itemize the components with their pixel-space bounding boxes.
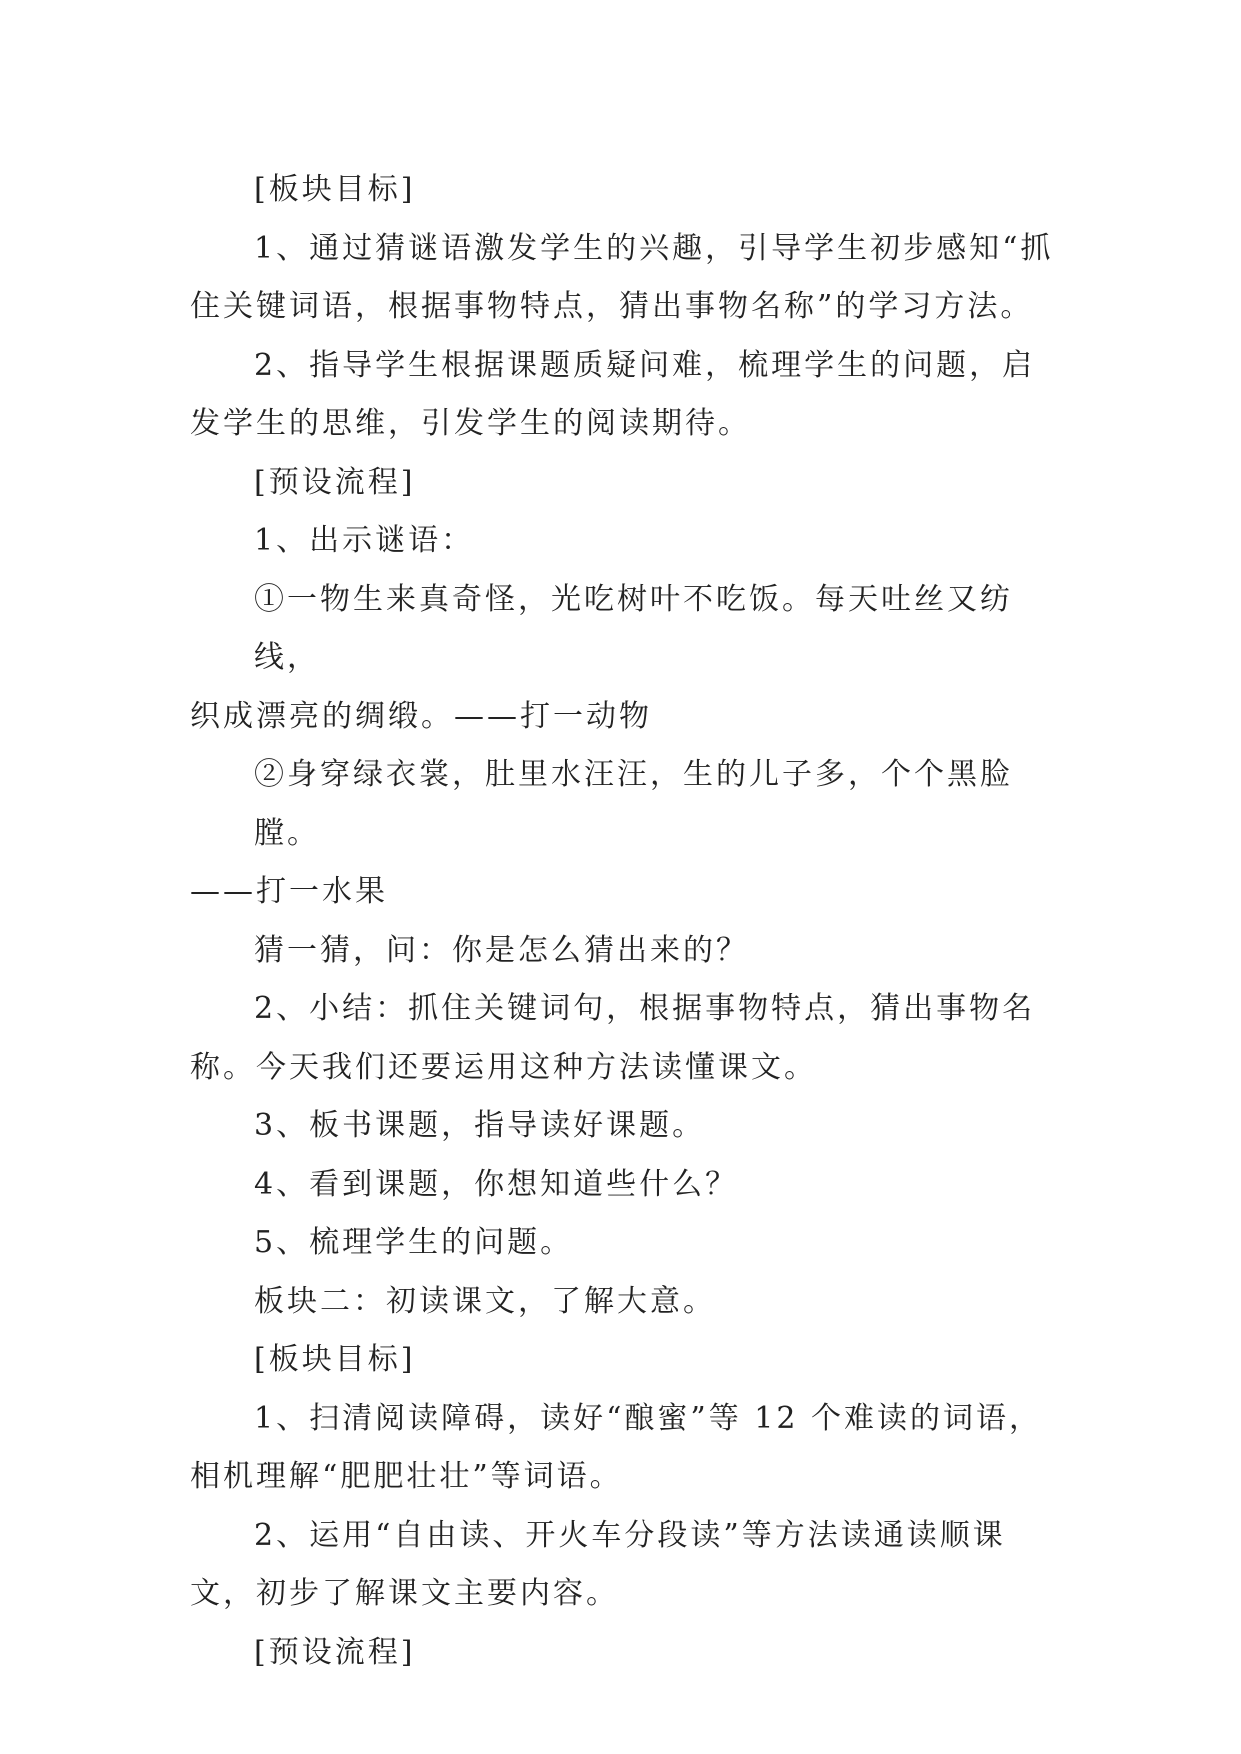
text-line: 4、看到课题，你想知道些什么？ [254, 1166, 739, 1202]
section-heading [190, 161, 1070, 220]
text-line: ①一物生来真奇怪，光吃树叶不吃饭。每天吐丝又纺线， [254, 581, 1013, 675]
text-line: 5、梳理学生的问题。 [254, 1225, 574, 1260]
text-line: 住关键词语，根据事物特点，猜出事物名称”的学习方法。 [190, 289, 1034, 324]
paragraph [190, 980, 1070, 1097]
text-line: 相机理解“肥肥壮壮”等词语。 [190, 1459, 623, 1494]
text-line: 1、出示谜语： [254, 523, 475, 558]
paragraph [190, 337, 1070, 454]
paragraph [190, 512, 1070, 571]
text-line: [预设流程] [254, 1634, 416, 1670]
text-line: 2、指导学生根据课题质疑问难，梳理学生的问题，启 [254, 347, 1036, 383]
text-line: 2、小结：抓住关键词句，根据事物特点，猜出事物名 [254, 991, 1036, 1026]
document-body [190, 161, 1070, 1682]
text-line: [板块目标] [254, 1342, 416, 1377]
paragraph [190, 1390, 1070, 1507]
section-heading [190, 454, 1070, 513]
text-line: 1、通过猜谜语激发学生的兴趣，引导学生初步感知“抓 [254, 230, 1054, 266]
paragraph [190, 1507, 1070, 1624]
text-line: 板块二：初读课文，了解大意。 [254, 1283, 716, 1319]
section-heading [190, 1624, 1070, 1683]
text-line: 3、板书课题，指导读好课题。 [254, 1108, 706, 1143]
paragraph [190, 1156, 1070, 1215]
text-line: 称。今天我们还要运用这种方法读懂课文。 [190, 1049, 817, 1085]
text-line: [板块目标] [254, 172, 416, 207]
paragraph [190, 1097, 1070, 1156]
paragraph [190, 922, 1070, 981]
text-line: [预设流程] [254, 464, 416, 500]
paragraph [190, 220, 1070, 337]
paragraph [190, 1214, 1070, 1273]
section-title [190, 1273, 1070, 1332]
text-line: 猜一猜，问：你是怎么猜出来的？ [254, 932, 749, 968]
text-line: 织成漂亮的绸缎。——打一动物 [190, 698, 652, 734]
text-line: 发学生的思维，引发学生的阅读期待。 [190, 406, 751, 441]
text-line: 1、扫清阅读障碍，读好“酿蜜”等 12 个难读的词语， [254, 1400, 1043, 1436]
section-heading [190, 1331, 1070, 1390]
text-line: ——打一水果 [190, 874, 388, 909]
riddle-paragraph [190, 571, 1070, 747]
text-line: ②身穿绿衣裳，肚里水汪汪，生的儿子多，个个黑脸膛。 [254, 757, 1013, 851]
text-line: 文，初步了解课文主要内容。 [190, 1576, 619, 1611]
text-line: 2、运用“自由读、开火车分段读”等方法读通读顺课 [254, 1517, 1006, 1553]
riddle-paragraph [190, 746, 1070, 922]
